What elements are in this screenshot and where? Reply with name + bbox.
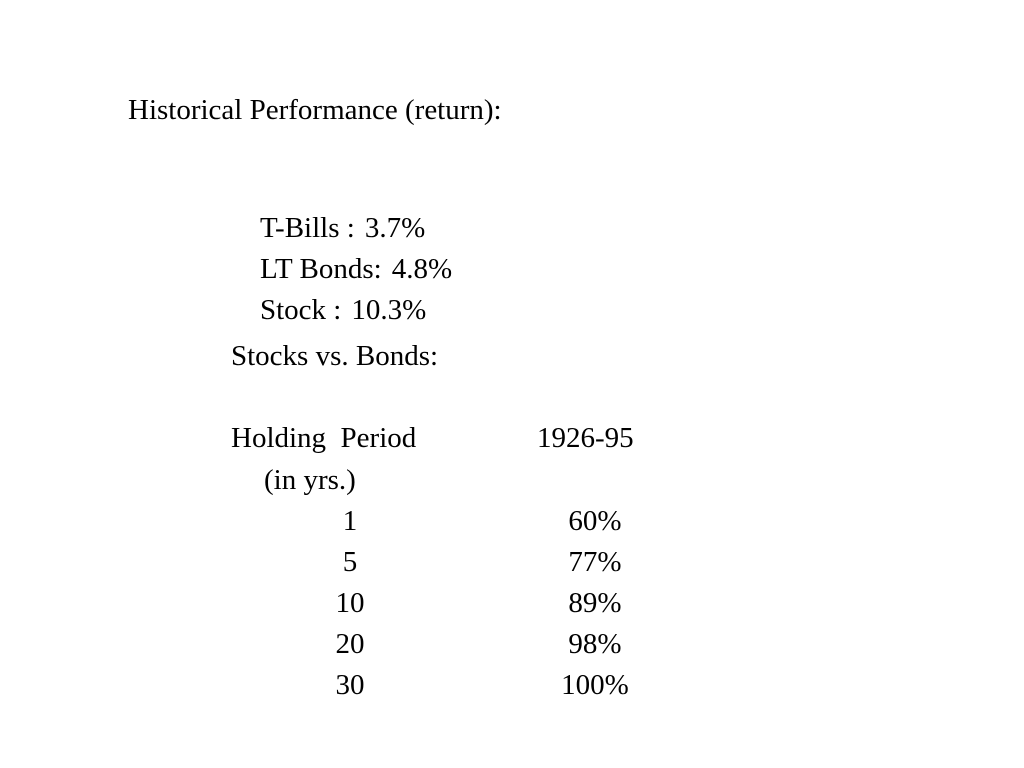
page-title: Historical Performance (return): [128, 94, 502, 126]
section-heading: Stocks vs. Bonds: [231, 340, 439, 372]
table-cell-percent: 100% [561, 669, 629, 701]
table-cell-period: 5 [342, 546, 358, 578]
table-cell-period: 1 [342, 505, 358, 537]
return-label: T-Bills : [260, 212, 355, 244]
return-label: Stock : [260, 294, 342, 326]
table-cell-percent: 89% [568, 587, 622, 619]
table-cell-period: 30 [335, 669, 365, 701]
year-range-header: 1926-95 [537, 422, 634, 454]
return-value: 4.8% [391, 253, 453, 285]
units-label: (in yrs.) [264, 464, 356, 496]
holding-period-header: Holding Period [231, 422, 417, 454]
table-cell-percent: 77% [568, 546, 622, 578]
return-label: LT Bonds: [260, 253, 382, 285]
table-cell-period: 20 [335, 628, 365, 660]
table-cell-period: 10 [335, 587, 365, 619]
return-value: 10.3% [351, 294, 427, 326]
table-cell-percent: 98% [568, 628, 622, 660]
return-value: 3.7% [364, 212, 426, 244]
table-cell-percent: 60% [568, 505, 622, 537]
